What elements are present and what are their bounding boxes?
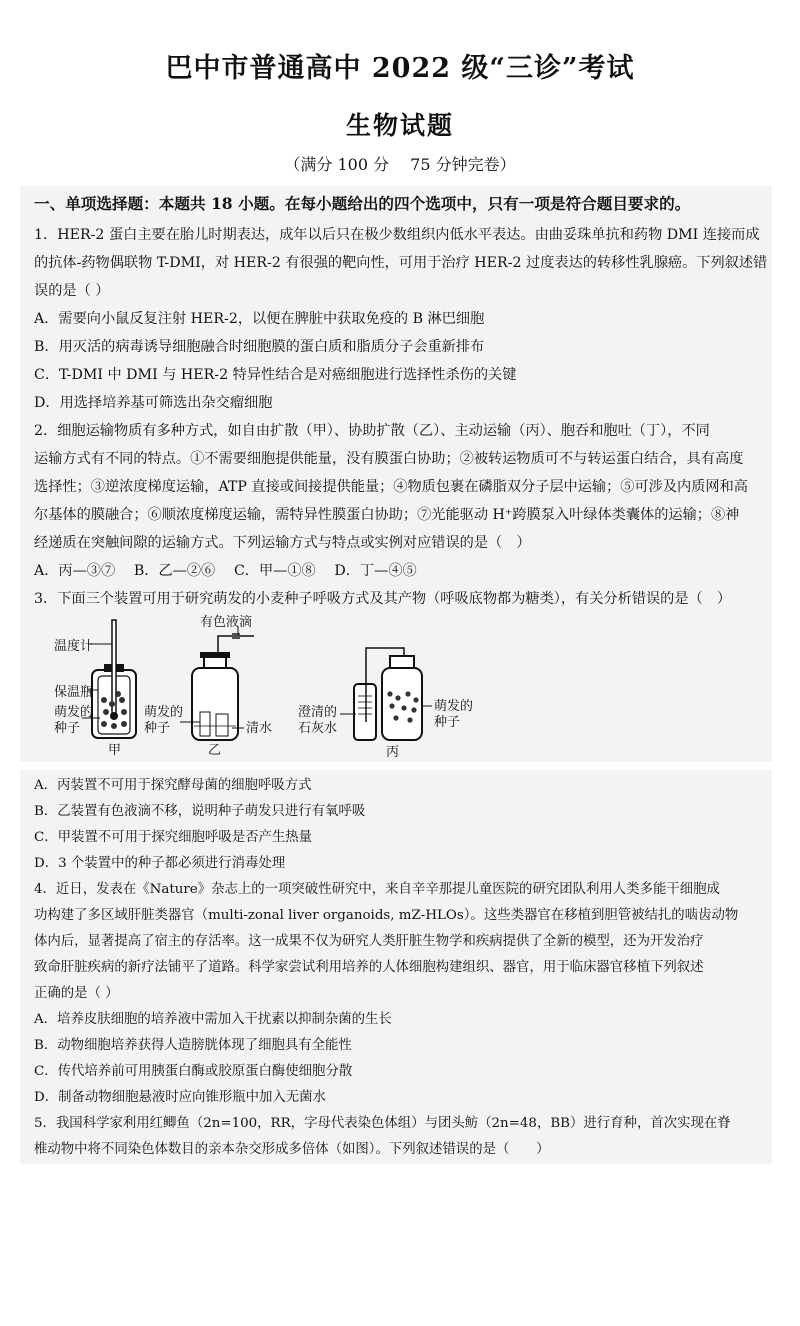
label-water: 清水 [246,721,273,736]
q3-option-a: A．丙装置不可用于探究酵母菌的细胞呼吸方式 [34,778,312,793]
respiration-apparatus-figure [32,612,492,762]
label-seeds-b1: 萌发的 [144,705,184,720]
label-droplet: 有色液滴 [200,615,253,630]
label-thermos: 保温瓶 [54,685,94,700]
apparatus-c [340,648,432,740]
q2-options: A．丙—③⑦ B．乙—②⑥ C．甲—①⑧ D．丁—④⑤ [34,563,417,579]
q4-stem-line: 体内后，显著提高了宿主的存活率。这一成果不仅为研究人类肝脏生物学和疾病提供了全新的模型，还为开发治疗 [34,934,704,949]
q2-stem-line: 选择性；③逆浓度梯度运输，ATP 直接或间接提供能量；④物质包裹在磷脂双分子层中运输；⑤可涉及内质网和高 [34,479,748,495]
label-seeds-c1: 萌发的 [434,699,474,714]
q1-option-d: D．用选择培养基可筛选出杂交瘤细胞 [34,395,273,411]
q4-stem-line: 功构建了多区域肝脏类器官（multi-zonal liver organoids, mZ-HLOs）。这些类器官在移植到胆管被结扎的啮齿动物 [34,908,739,923]
label-seeds-b2: 种子 [144,721,171,736]
q2-stem-line: 运输方式有不同的特点。①不需要细胞提供能量，没有膜蛋白协助；②被转运物质可不与转运蛋白结合，具有高度 [34,451,744,467]
question-block-2 [20,770,772,1164]
q1-option-a: A．需要向小鼠反复注射 HER-2，以便在脾脏中获取免疫的 B 淋巴细胞 [34,311,485,327]
q2-stem-line: 2．细胞运输物质有多种方式，如自由扩散（甲）、协助扩散（乙）、主动运输（丙）、胞吞和胞吐（丁），不同 [34,423,710,439]
label-seeds-a2: 种子 [54,721,81,736]
label-thermometer: 温度计 [54,639,94,654]
q1-option-c: C．T-DMI 中 DMI 与 HER-2 特异性结合是对癌细胞进行选择性杀伤的关键 [34,367,517,383]
q2-stem-line: 经递质在突触间隙的运输方式。下列运输方式与特点或实例对应错误的是（ ） [34,535,531,551]
apparatus-b [180,626,254,740]
q5-stem-line: 5．我国科学家利用红鲫鱼（2n=100，RR，字母代表染色体组）与团头鲂（2n=48，BB）进行育种，首次实现在脊 [34,1116,731,1131]
q3-option-d: D．3 个装置中的种子都必须进行消毒处理 [34,856,286,871]
q4-stem-line: 致命肝脏疾病的新疗法铺平了道路。科学家尝试利用培养的人体细胞构建组织、器官，用于临床器官移植下列叙述 [34,960,704,975]
label-lime2: 石灰水 [298,721,338,736]
label-lime1: 澄清的 [298,705,338,720]
label-apparatus-c: 丙 [386,745,400,760]
q3-stem: 3．下面三个装置可用于研究萌发的小麦种子呼吸方式及其产物（呼吸底物都为糖类），有关分析错误的是（ ） [34,591,732,607]
exam-title: 巴中市普通高中 2022 级“三诊”考试 [165,53,635,84]
section-heading: 一、单项选择题：本题共 18 小题。在每小题给出的四个选项中，只有一项是符合题目要求的。 [34,194,691,213]
q4-stem-line: 正确的是（ ） [34,986,119,1001]
q4-option-a: A．培养皮肤细胞的培养液中需加入干扰素以抑制杂菌的生长 [34,1012,392,1027]
q3-option-b: B．乙装置有色液滴不移，说明种子萌发只进行有氧呼吸 [34,804,366,819]
q4-option-b: B．动物细胞培养获得人造膀胱体现了细胞具有全能性 [34,1038,352,1053]
q1-option-b: B．用灭活的病毒诱导细胞融合时细胞膜的蛋白质和脂质分子会重新排布 [34,339,485,355]
q3-option-c: C．甲装置不可用于探究细胞呼吸是否产生热量 [34,830,313,845]
q4-option-d: D．制备动物细胞悬液时应向锥形瓶中加入无菌水 [34,1090,326,1105]
q2-stem-line: 尔基体的膜融合；⑥顺浓度梯度运输，需特异性膜蛋白协助；⑦光能驱动 H⁺跨膜泵入叶绿体类囊体的运输；⑧神 [34,507,740,523]
apparatus-a [82,620,136,738]
exam-subject: 生物试题 [345,111,454,140]
label-seeds-c2: 种子 [434,715,461,730]
label-apparatus-a: 甲 [108,743,122,758]
q4-stem-line: 4．近日，发表在《Nature》杂志上的一项突破性研究中，来自辛辛那提儿童医院的研究团队利用人类多能干细胞成 [34,882,720,897]
q5-stem-line: 椎动物中将不同染色体数目的亲本杂交形成多倍体（如图）。下列叙述错误的是（ ） [34,1142,550,1157]
q4-option-c: C．传代培养前可用胰蛋白酶或胶原蛋白酶使细胞分散 [34,1064,353,1079]
q1-stem-line: 1．HER-2 蛋白主要在胎儿时期表达，成年以后只在极少数组织内低水平表达。由曲妥珠单抗和药物 DMI 连接而成 [34,227,760,243]
label-seeds-a1: 萌发的 [54,705,94,720]
q1-stem-line: 的抗体-药物偶联物 T-DMI，对 HER-2 有很强的靶向性，可用于治疗 HER-2 过度表达的转移性乳腺癌。下列叙述错 [34,255,768,271]
q1-stem-line: 误的是（ ） [34,283,110,299]
label-apparatus-b: 乙 [208,743,222,758]
exam-meta: （满分 100 分 75 分钟完卷） [284,155,516,174]
